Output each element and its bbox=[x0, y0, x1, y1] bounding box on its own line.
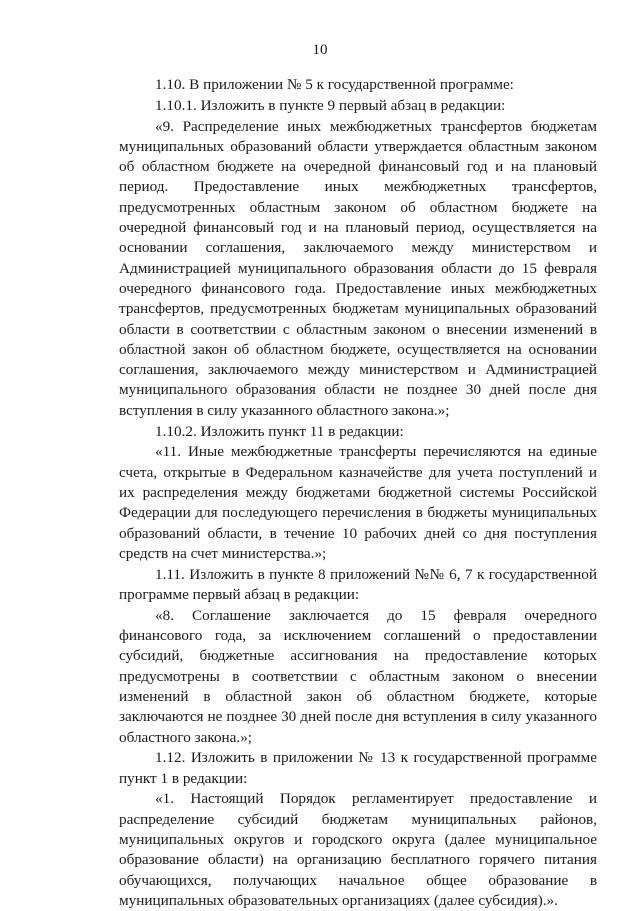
document-body bbox=[119, 75, 597, 911]
quote-point-1: «1. Настоящий Порядок регламентирует предоставление и распределение субсидий бюджетам муниципальных районов, муниципальных округов и городского округа (далее муниципальное образование области) на организацию бесплатного горячего питания обучающихся, получающих начальное общее образование в муниципальных образовательных организациях (далее субсидия).». bbox=[119, 790, 597, 909]
paragraph-1-10: 1.10. В приложении № 5 к государственной программе: bbox=[155, 76, 514, 93]
paragraph-1-11: 1.11. Изложить в пункте 8 приложений №№ 6, 7 к государственной программе первый абзац в редакции: bbox=[119, 565, 597, 603]
paragraph-1-10-2: 1.10.2. Изложить пункт 11 в редакции: bbox=[155, 422, 404, 440]
page-number: 10 bbox=[312, 42, 328, 58]
quote-point-11: «11. Иные межбюджетные трансферты перечисляются на единые счета, открытые в Федеральном казначействе для учета поступлений и их распределения между бюджетами бюджетной системы Российской Федерации для последующего перечисления в бюджеты муниципальных образований области, в течение 10 рабочих дней со дня поступления средств на счет министерства.»; bbox=[119, 443, 597, 562]
quote-point-8: «8. Соглашение заключается до 15 февраля очередного финансового года, за исключением соглашений о предоставлении субсидий, бюджетные ассигнования на предоставление которых предусмотрены в соответствии с областным законом о внесении изменений в областной закон об областном бюджете, которые заключаются не позднее 30 дней после дня вступления в силу указанного областного закона.»; bbox=[119, 606, 597, 746]
quote-point-9: «9. Распределение иных межбюджетных трансфертов бюджетам муниципальных образований области утверждается областным законом об областном бюджете на очередной финансовый год и на плановый период. Предоставление иных межбюджетных трансфертов, предусмотренных областным законом об областном бюджете на очередной финансовый год и на плановый период, осуществляется на основании соглашения, заключаемого между министерством и Администрацией муниципального образования области до 15 февраля очередного финансового года. Предоставление иных межбюджетных трансфертов, предусмотренных бюджетам муниципальных образований области в соответствии с областным законом о внесении изменений в областной закон об областном бюджете, осуществляется на основании соглашения, заключаемого между министерством и Администрацией муниципального образования области не позднее 30 дней после дня вступления в силу указанного областного закона.»; bbox=[119, 117, 597, 419]
paragraph-1-10-1: 1.10.1. Изложить в пункте 9 первый абзац в редакции: bbox=[155, 96, 506, 114]
paragraph-1-12: 1.12. Изложить в приложении № 13 к государственной программе пункт 1 в редакции: bbox=[119, 749, 597, 787]
